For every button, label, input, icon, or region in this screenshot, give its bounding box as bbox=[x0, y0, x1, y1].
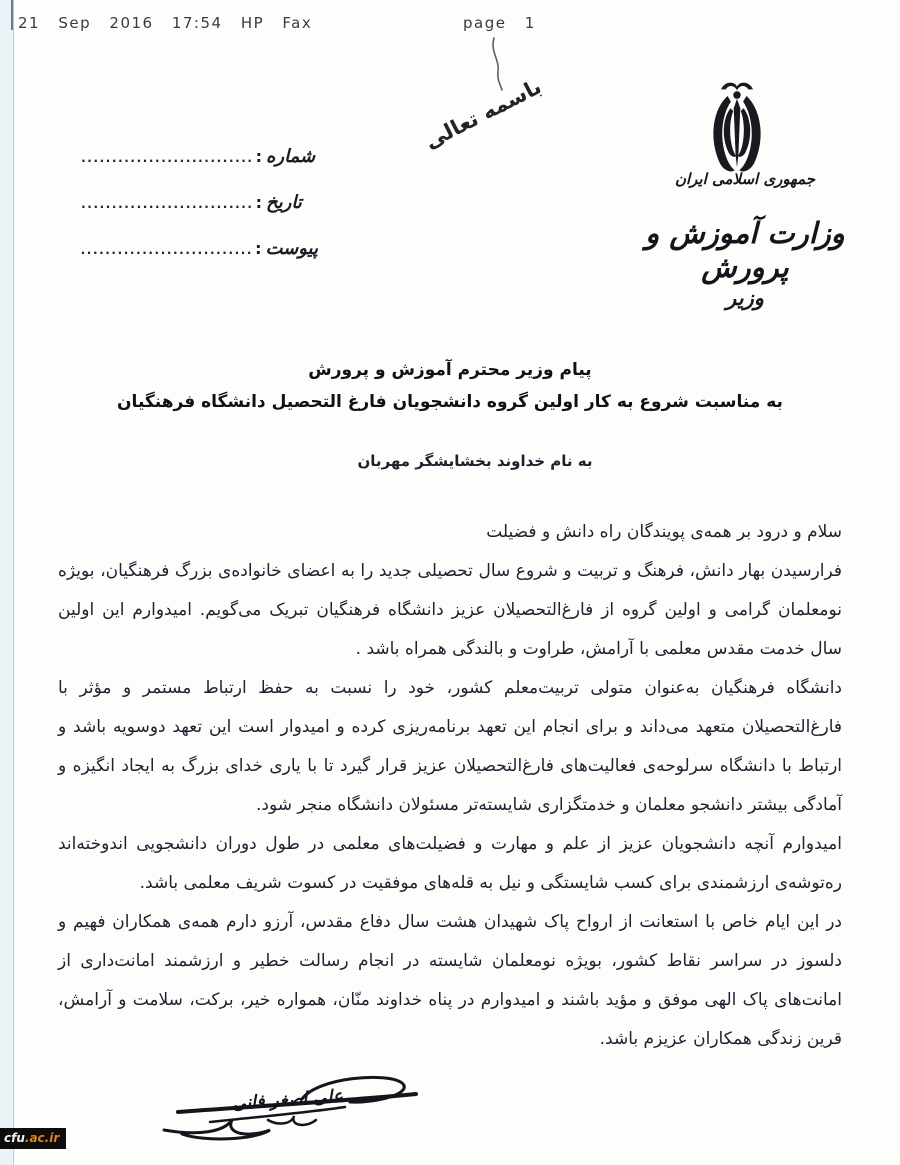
signature-name: علی اصغر فانی bbox=[231, 1086, 344, 1114]
body-paragraph: دانشگاه فرهنگیان به‌عنوان متولی تربیت‌معلم کشور، خود را نسبت به حفظ ارتباط مستمر و مؤثر با فارغ‌التحصیلان متعهد می‌داند و برای انجام این تعهد برنامه‌ریزی کرده و امیدوار است این تعهد دوسویه باشد و ارتباط با دانشگاه سرلوحه‌ی فعالیت‌های فارغ‌التحصیلان عزیز قرار گیرد تا با یاری خدای بزرگ به ایجاد انگیزه و آمادگی بیشتر دانشجو معلمان و خدمتگزاری شایسته‌تر مسئولان دانشگاه منجر شود. bbox=[58, 678, 842, 815]
cfu-watermark bbox=[0, 1128, 66, 1149]
reference-fields bbox=[68, 146, 318, 284]
field-separator: : bbox=[255, 147, 262, 166]
watermark-prefix: cfu bbox=[4, 1131, 25, 1145]
fax-timestamp: 21 Sep 2016 17:54 HP Fax bbox=[18, 14, 313, 32]
field-label-date: تاریخ bbox=[266, 192, 302, 213]
minister-signature bbox=[150, 1072, 430, 1144]
greeting-line: سلام و درود بر همه‌ی پویندگان راه دانش و فضیلت bbox=[486, 522, 842, 542]
field-dotted-line: ............................ bbox=[81, 197, 254, 211]
fax-page-label: page 1 bbox=[463, 14, 536, 32]
watermark-suffix: .ac.ir bbox=[24, 1131, 60, 1145]
field-label-attachment: پیوست bbox=[265, 238, 318, 259]
field-row-number bbox=[68, 146, 318, 176]
letterhead-country: جمهوری اسلامی ایران bbox=[674, 170, 816, 188]
field-row-attachment bbox=[68, 238, 318, 268]
field-dotted-line: ............................ bbox=[81, 151, 254, 165]
letter-title-line1: پیام وزیر محترم آموزش و پرورش bbox=[308, 360, 592, 380]
scan-edge-strip bbox=[0, 0, 14, 1165]
letter-body bbox=[58, 513, 842, 1059]
field-dotted-line: ............................ bbox=[80, 243, 254, 257]
bismillah-line: به نام خداوند بخشایشگر مهربان bbox=[357, 452, 593, 470]
letterhead-minister: وزیر bbox=[726, 286, 764, 310]
letterhead-ministry: وزارت آموزش و پرورش bbox=[645, 216, 845, 284]
iran-emblem-icon bbox=[694, 80, 780, 174]
scan-edge-mark bbox=[11, 0, 13, 30]
body-paragraph: در این ایام خاص با استعانت از ارواح پاک شهیدان هشت سال دفاع مقدس، آرزو دارم همه‌ی همکاران فهیم و دلسوز در سراسر نقاط کشور، بویژه نومعلمان شایسته در انجام رسالت خطیر و ارزشمند امانت‌داری از امانت‌های پاک الهی موفق و مؤید باشند و امیدوارم در پناه خداوند منّان، همواره خیر، برکت، سلامت و آرامش، قرین زندگی همکاران عزیزم باشد. bbox=[58, 912, 842, 1049]
field-label-number: شماره bbox=[266, 146, 316, 167]
pen-stroke-mark-icon bbox=[480, 32, 514, 94]
field-separator: : bbox=[255, 193, 262, 212]
body-paragraph: فرارسیدن بهار دانش، فرهنگ و تربیت و شروع سال تحصیلی جدید را به اعضای خانواده‌ی بزرگ فرهنگیان، بویژه نومعلمان گرامی و اولین گروه از فارغ‌التحصیلان عزیز دانشگاه فرهنگیان تبریک می‌گویم. امیدوارم این اولین سال خدمت مقدس معلمی با آرامش، طراوت و بالندگی همراه باشد . bbox=[58, 561, 842, 659]
field-row-date bbox=[68, 192, 318, 222]
besmele-calligraphy: باسمه تعالی bbox=[420, 74, 546, 154]
field-separator: : bbox=[255, 239, 262, 258]
letter-title bbox=[110, 360, 790, 412]
body-paragraph: امیدوارم آنچه دانشجویان عزیز از علم و مهارت و فضیلت‌های معلمی در طول دوران دانشجویی اندوخته‌اند ره‌توشه‌ی ارزشمندی برای کسب شایستگی و نیل به قله‌های موفقیت در کسوت شریف معلمی باشد. bbox=[58, 834, 842, 893]
letter-title-line2: به مناسبت شروع به کار اولین گروه دانشجویان فارغ التحصیل دانشگاه فرهنگیان bbox=[117, 392, 783, 412]
